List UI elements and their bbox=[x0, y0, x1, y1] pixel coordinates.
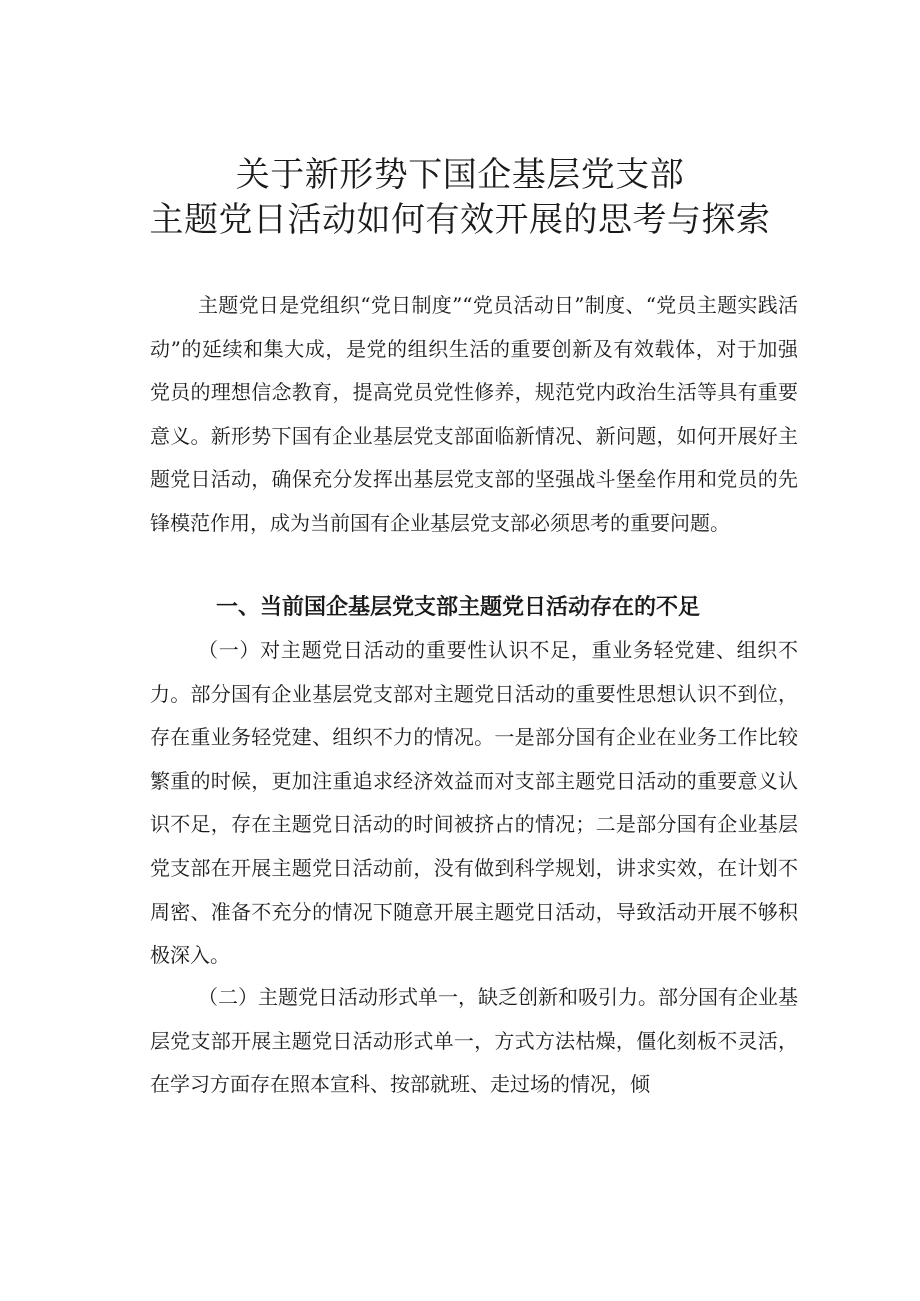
document-title-line-1: 关于新形势下国企基层党支部 bbox=[235, 155, 685, 195]
intro-paragraph: 主题党日是党组织“党日制度”“党员活动日”制度、“党员主题实践活动”的延续和集大成，是党的组织生活的重要创新及有效载体，对于加强党员的理想信念教育，提高党员党性修养，规范党内政治生活等具有重要意义。新形势下国有企业基层党支部面临新情况、新问题，如何开展好主题党日活动，确保充分发挥出基层党支部的坚强战斗堡垒作用和党员的先锋模范作用，成为当前国有企业基层党支部必须思考的重要问题。 bbox=[150, 293, 798, 535]
section-1-paragraph-2: （二）主题党日活动形式单一，缺乏创新和吸引力。部分国有企业基层党支部开展主题党日活动形式单一，方式方法枯燥，僵化刻板不灵活，在学习方面存在照本宣科、按部就班、走过场的情况，倾 bbox=[150, 985, 798, 1097]
section-heading-1: 一、当前国企基层党支部主题党日活动存在的不足 bbox=[216, 595, 701, 620]
section-1-paragraph-1: （一）对主题党日活动的重要性认识不足，重业务轻党建、组织不力。部分国有企业基层党支部对主题党日活动的重要性思想认识不到位，存在重业务轻党建、组织不力的情况。一是部分国有企业在业务工作比较繁重的时候，更加注重追求经济效益而对支部主题党日活动的重要意义认识不足，存在主题党日活动的时间被挤占的情况；二是部分国有企业基层党支部在开展主题党日活动前，没有做到科学规划，讲求实效，在计划不周密、准备不充分的情况下随意开展主题党日活动，导致活动开展不够积极深入。 bbox=[150, 638, 798, 968]
document-title-line-2: 主题党日活动如何有效开展的思考与探索 bbox=[149, 200, 771, 240]
